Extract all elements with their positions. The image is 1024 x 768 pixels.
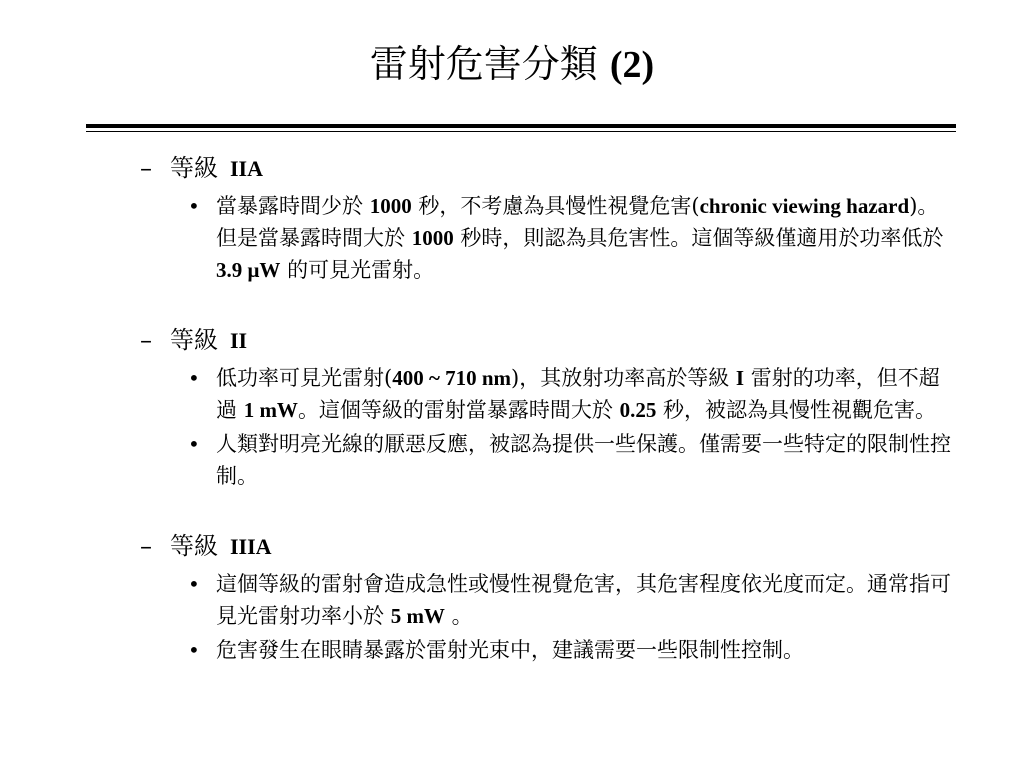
class-label [170, 526, 272, 567]
bold-term: 1000 [369, 194, 412, 218]
class-label-text: 等級 [170, 154, 218, 182]
class-name: IIA [230, 156, 264, 181]
bullet-text: 人類對明亮光線的厭惡反應，被認為提供一些保護。僅需要一些特定的限制性控制。 [216, 432, 951, 488]
class-heading [0, 320, 1024, 360]
bullet-item [0, 428, 1024, 492]
dash-bullet: – [140, 154, 152, 182]
class-label-text: 等級 [170, 532, 218, 560]
class-label [170, 148, 263, 189]
bullet-dot: • [188, 638, 200, 662]
bold-term: 0.25 [619, 398, 657, 422]
section-class-iiia [0, 526, 1024, 666]
bullet-text: 低功率可見光雷射(400 ~ 710 nm)，其放射功率高於等級 I 雷射的功率，但不超過 1 mW。這個等級的雷射當暴露時間大於 0.25 秒，被認為具慢性視觀危害。 [216, 366, 940, 422]
bullet-text: 這個等級的雷射會造成急性或慢性視覺危害，其危害程度依光度而定。通常指可見光雷射功率小於 5 mW 。 [216, 572, 951, 628]
bold-term: 400 ~ 710 nm [392, 366, 512, 390]
dash-bullet: – [140, 532, 152, 560]
section-class-ii [0, 320, 1024, 492]
class-name: II [230, 328, 248, 353]
class-label [170, 320, 247, 361]
section-class-iia [0, 148, 1024, 286]
bullet-item [0, 362, 1024, 426]
slide-content [0, 148, 1024, 666]
bullet-dot: • [188, 366, 200, 390]
bullet-dot: • [188, 194, 200, 218]
class-heading [0, 148, 1024, 188]
bold-term: 3.9 μW [216, 258, 281, 282]
title-divider-thick [86, 124, 956, 128]
slide-title-number: (2) [609, 44, 655, 86]
bold-term: chronic viewing hazard [699, 194, 910, 218]
bold-term: 1 mW [243, 398, 298, 422]
slide-title [0, 38, 1024, 91]
bullet-dot: • [188, 572, 200, 596]
class-heading [0, 526, 1024, 566]
bullet-item [0, 190, 1024, 286]
bullet-item [0, 634, 1024, 666]
title-divider-thin [86, 131, 956, 132]
bold-term: I [735, 366, 745, 390]
bold-term: 5 mW [390, 604, 445, 628]
bold-term: 1000 [411, 226, 454, 250]
bullet-text: 當暴露時間少於 1000 秒，不考慮為具慢性視覺危害(chronic viewing hazard)。但是當暴露時間大於 1000 秒時，則認為具危害性。這個等級僅適用於功率低於 3.9 μW 的可見光雷射。 [216, 194, 944, 282]
class-label-text: 等級 [170, 326, 218, 354]
slide-title-text: 雷射危害分類 [369, 42, 598, 86]
dash-bullet: – [140, 326, 152, 354]
bullet-text: 危害發生在眼睛暴露於雷射光束中，建議需要一些限制性控制。 [216, 638, 804, 662]
bullet-dot: • [188, 432, 200, 456]
bullet-item [0, 568, 1024, 632]
class-name: IIIA [230, 534, 272, 559]
